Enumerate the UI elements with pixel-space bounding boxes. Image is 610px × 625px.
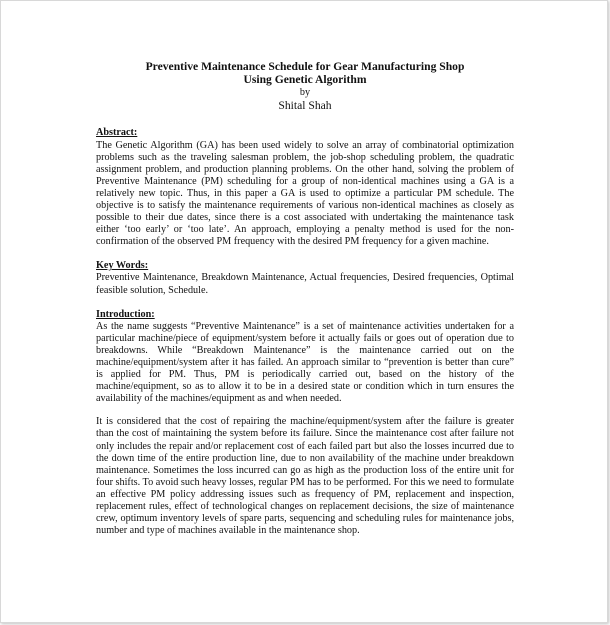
introduction-paragraph-1: As the name suggests “Preventive Maintenance” is a set of maintenance activities undertaken for a particular machine/piece of equipment/system before it actually fails or goes out of operation due to breakdowns. While “Breakdown Maintenance” is the maintenance carried out on the machine/equipment/system after it has failed. An approach similar to “prevention is better than cure” is applied for PM. Thus, PM is periodically carried out, based on the history of the machine/equipment, so as to allow it to be in a desired state or condition which in turn ensures the availability of the machines/equipment as and when needed. [96,320,514,405]
paper-title-line-1: Preventive Maintenance Schedule for Gear Manufacturing Shop [145,60,465,73]
by-line: by [299,87,311,99]
paper-content [96,60,514,537]
paper-title-line-2: Using Genetic Algorithm [243,73,367,87]
introduction-heading: Introduction: [96,308,155,320]
keywords-text: Preventive Maintenance, Breakdown Maintenance, Actual frequencies, Desired frequencies, Optimal feasible solution, Schedule. [96,272,514,296]
abstract-heading: Abstract: [96,127,138,139]
abstract-text: The Genetic Algorithm (GA) has been used widely to solve an array of combinatorial optimization problems such as the traveling salesman problem, the job-shop scheduling problem, the quadratic assignment problem, and production planning problems. On the other hand, solving the problem of Preventive Maintenance (PM) scheduling for a group of non-identical machines using a GA is a relatively new topic. Thus, in this paper a GA is used to optimize a particular PM schedule. The objective is to satisfy the maintenance requirements of various non-identical machines as closely as possible to their due dates, since there is a cost associated with undertaking the maintenance task either ‘too early’ or ‘too late’. An approach, employing a penalty method is used for the non-confirmation of the observed PM frequency with the desired PM frequency for a given machine. [96,139,514,248]
author-name: Shital Shah [278,99,332,113]
keywords-heading: Key Words: [96,260,149,272]
introduction-paragraph-2: It is considered that the cost of repairing the machine/equipment/system after the failure is greater than the cost of maintaining the system before its failure. Since the maintenance cost after failure not only includes the repair and/or replacement cost of each failed part but also the losses incurred due to the down time of the entire production line, due to non availability of the machine under breakdown maintenance. Sometimes the loss incurred can go as high as the production loss of the entire unit for four shifts. To avoid such heavy losses, regular PM has to be performed. For this we need to formulate an effective PM policy addressing issues such as frequency of PM, replacement and inspection, replacement rules, effect of technological changes on replacement decisions, the size of maintenance crew, optimum inventory levels of spare parts, sequencing and scheduling rules for maintenance jobs, number and type of machines available in the maintenance shop. [96,416,514,537]
